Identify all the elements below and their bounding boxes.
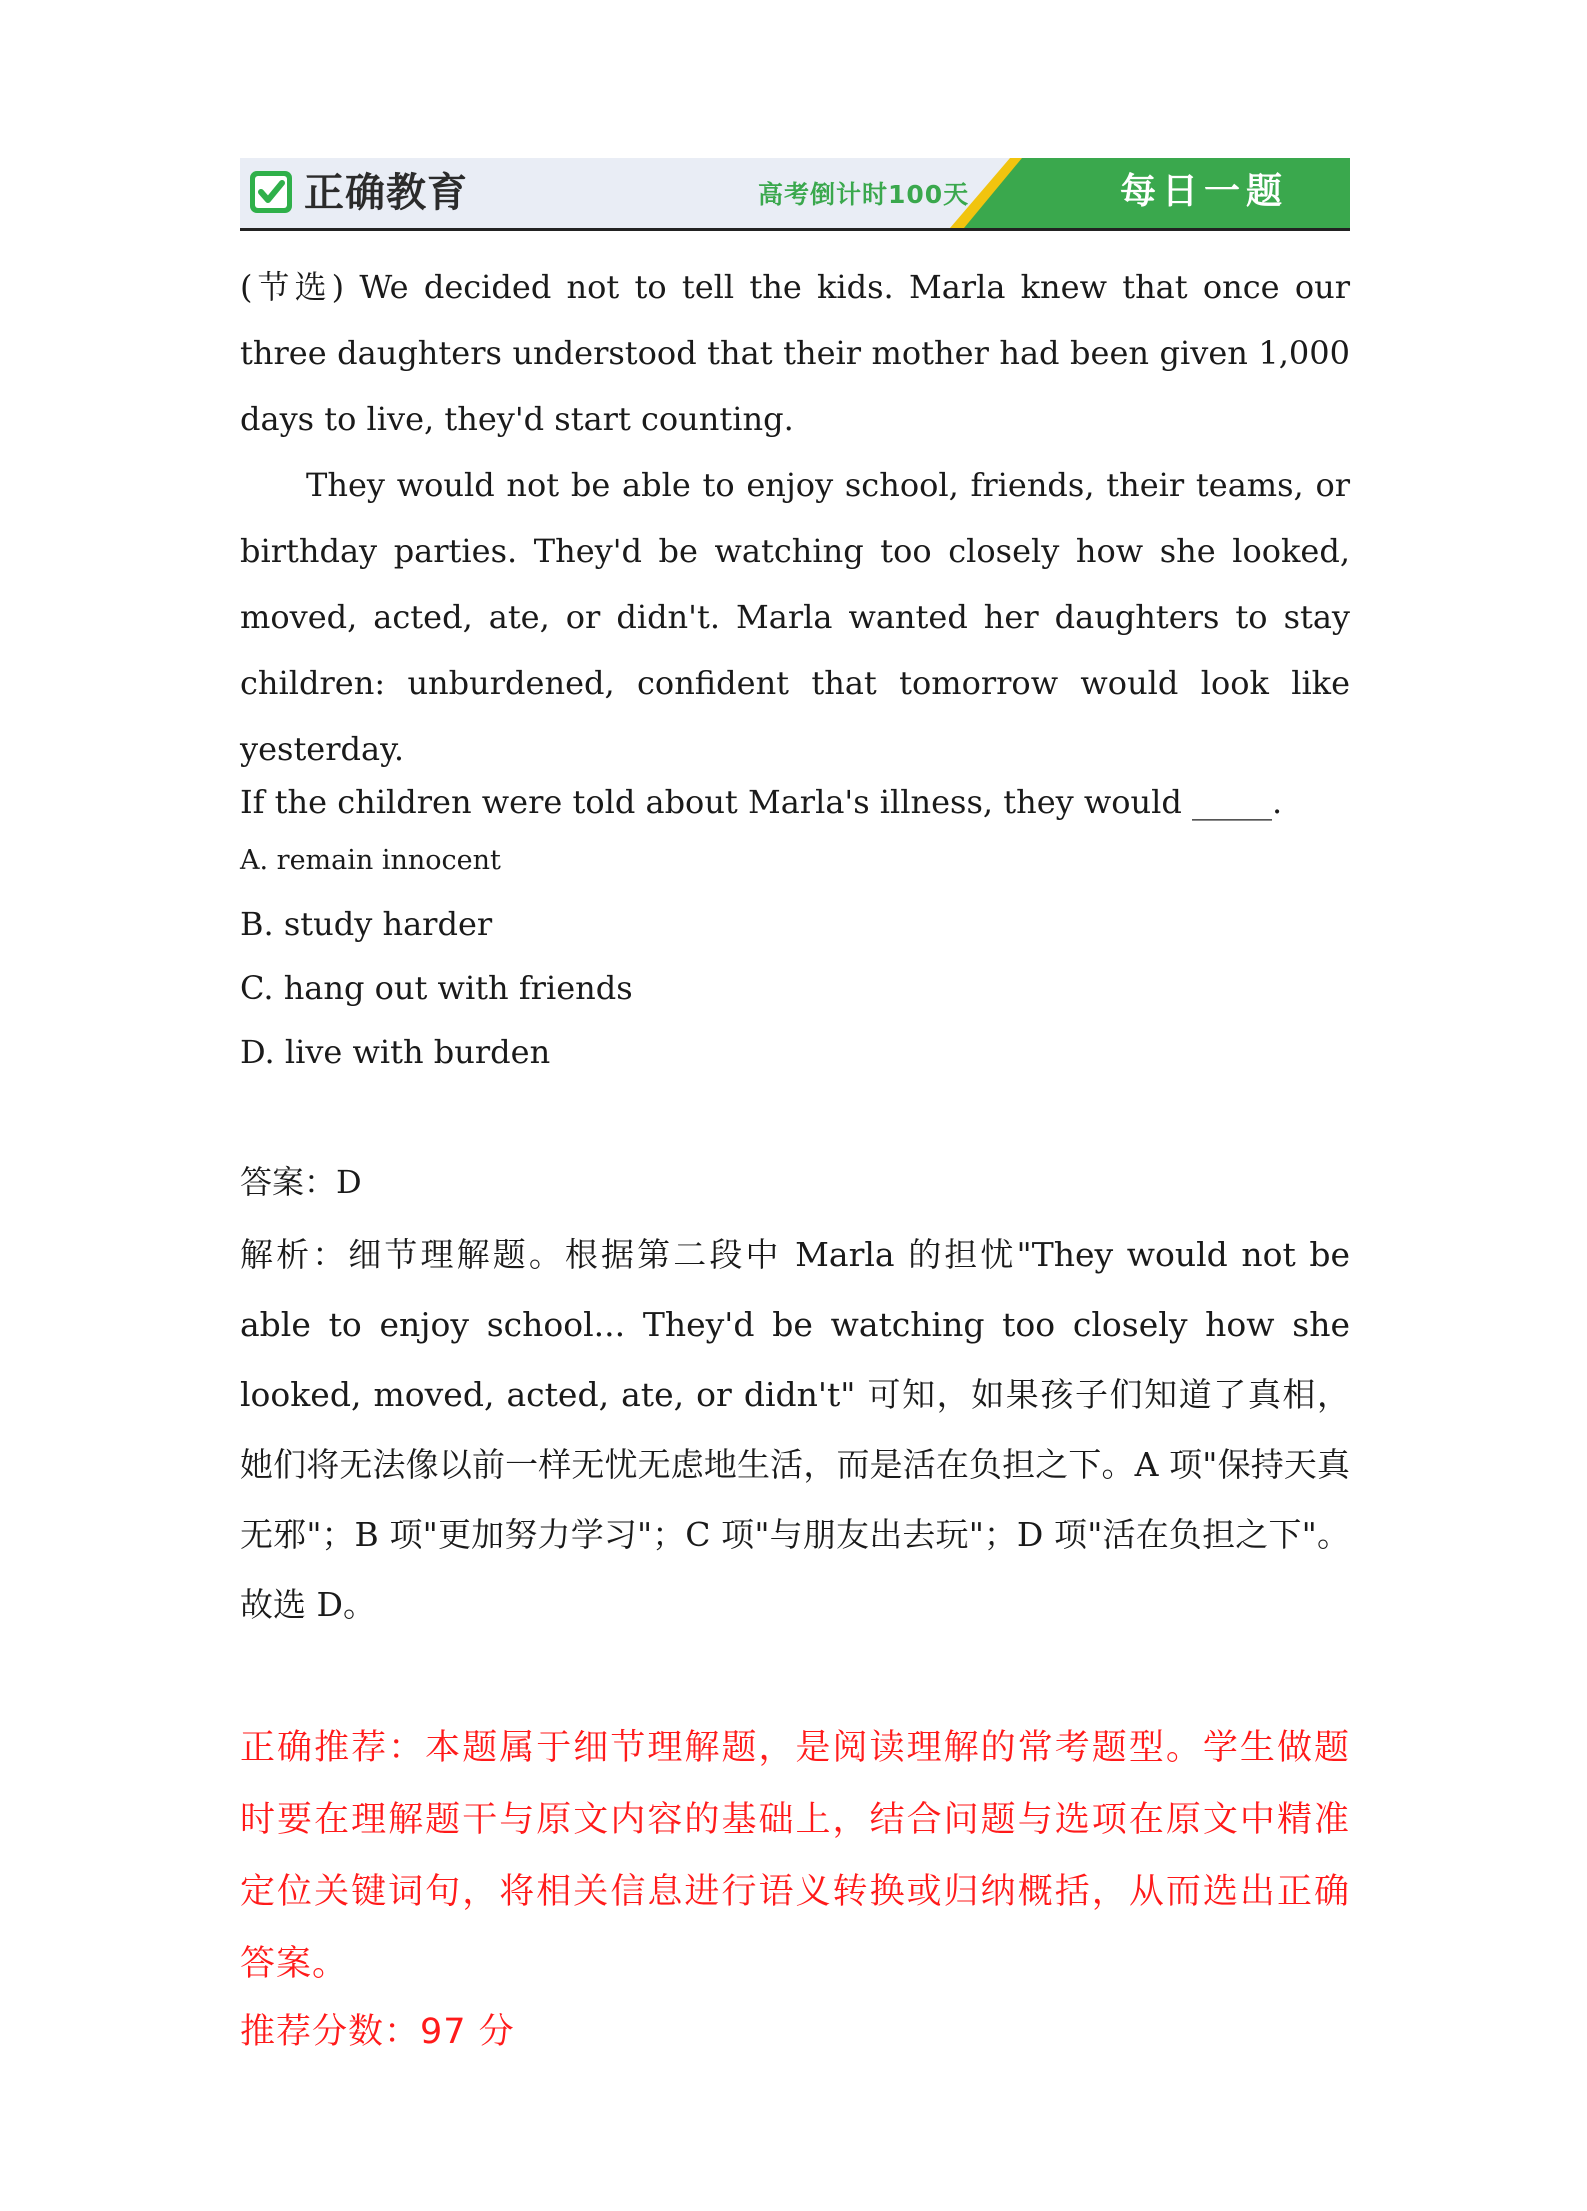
- option-a: A. remain innocent: [240, 845, 501, 876]
- options-list: [240, 892, 1350, 1084]
- passage-paragraph-2: They would not be able to enjoy school, friends, their teams, or birthday parties. They'd be watching too closely how she looked, moved, acted, ate, or didn't. Marla wanted her daughters to stay children: unburdened, confident that tomorrow would look like yesterday.: [240, 466, 1350, 768]
- option-c: C. hang out with friends: [240, 969, 633, 1007]
- question-stem: If the children were told about Marla's illness, they would _____.: [240, 783, 1283, 821]
- recommended-score: 推荐分数：97 分: [240, 2012, 515, 2052]
- option-b: B. study harder: [240, 905, 493, 943]
- reading-passage: [240, 254, 1350, 782]
- option-d: D. live with burden: [240, 1033, 551, 1071]
- check-logo-icon: [250, 171, 292, 213]
- header-banner: [240, 158, 1350, 228]
- passage-paragraph-1: (节选) We decided not to tell the kids. Marla knew that once our three daughters understood that their mother had been given 1,000 days to live, they'd start counting.: [240, 268, 1350, 438]
- header-divider: [240, 228, 1350, 231]
- daily-question-label: 每日一题: [1120, 171, 1289, 212]
- brand-name: 正确教育: [304, 170, 468, 216]
- answer-line: 答案：D: [240, 1163, 362, 1201]
- recommendation-text: 正确推荐：本题属于细节理解题，是阅读理解的常考题型。学生做题时要在理解题干与原文内容的基础上，结合问题与选项在原文中精准定位关键词句，将相关信息进行语义转换或归纳概括，从而选出正确答案。: [240, 1728, 1350, 1984]
- analysis-text: 解析：细节理解题。根据第二段中 Marla 的担忧"They would not be able to enjoy school... They'd be watching too closely how she looked, moved, acted, ate, or didn't" 可知，如果孩子们知道了真相，她们将无法像以前一样无忧无虑地生活，而是活在负担之下。A 项"保持天真无邪"；B 项"更加努力学习"；C 项"与朋友出去玩"；D 项"活在负担之下"。故选 D。: [240, 1235, 1350, 1624]
- countdown-label: 高考倒计时100天: [758, 180, 970, 209]
